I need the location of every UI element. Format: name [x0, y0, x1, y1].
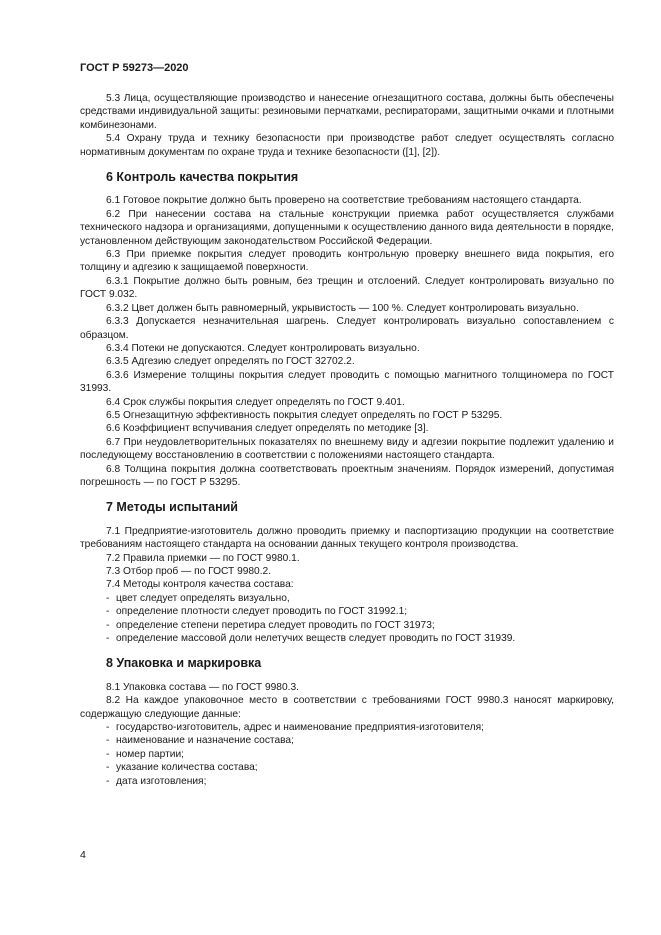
paragraph: 6.3.2 Цвет должен быть равномерный, укрывистость — 100 %. Следует контролировать визуально. — [106, 302, 579, 314]
paragraph: 6.2 При нанесении состава на стальные конструкции приемка работ осуществляется службами технического надзора и организациями, допущенными к осуществлению данного вида деятельности в порядке, установленном действующим законодательством Российской Федерации. — [80, 208, 614, 247]
list-item: - указание количества состава; — [106, 762, 258, 774]
list-item: - номер партии; — [106, 748, 184, 760]
paragraph: 6.3.3 Допускается незначительная шагрень. Следует контролировать визуально сопоставлением с образцом. — [80, 316, 614, 341]
list-item: - цвет следует определять визуально, — [106, 592, 290, 604]
paragraph: 6.3.1 Покрытие должно быть ровным, без трещин и отслоений. Следует контролировать визуально по ГОСТ 9.032. — [80, 275, 614, 301]
page-content — [80, 92, 614, 788]
paragraph: 7.4 Методы контроля качества состава: — [106, 579, 294, 591]
section-8-heading: 8 Упаковка и маркировка — [106, 656, 262, 671]
paragraph: 6.1 Готовое покрытие должно быть проверено на соответствие требованиям настоящего стандарта. — [106, 195, 582, 207]
paragraph: 7.1 Предприятие-изготовитель должно проводить приемку и паспортизацию продукции на соответствие требованиям настоящего стандарта на основании данных текущего контроля производства. — [80, 525, 614, 551]
list-item: - определение плотности следует проводить по ГОСТ 31992.1; — [106, 606, 408, 618]
paragraph: 6.3.4 Потеки не допускаются. Следует контролировать визуально. — [106, 342, 420, 354]
paragraph: 6.5 Огнезащитную эффективность покрытия следует определять по ГОСТ Р 53295. — [106, 409, 503, 421]
paragraph: 6.3 При приемке покрытия следует проводить контрольную проверку внешнего вида покрытия, его толщину и адгезию к защищаемой поверхности. — [80, 249, 614, 274]
paragraph: 8.1 Упаковка состава — по ГОСТ 9980.3. — [106, 681, 299, 693]
list-item: - определение массовой доли нелетучих веществ следует проводить по ГОСТ 31939. — [106, 633, 516, 645]
paragraph: 6.8 Толщина покрытия должна соответствовать проектным значениям. Порядок измерений, допустимая погрешность — по ГОСТ Р 53295. — [80, 463, 614, 488]
list-item: - наименование и назначение состава; — [106, 735, 294, 747]
list-item: - государство-изготовитель, адрес и наименование предприятия-изготовителя; — [106, 722, 484, 734]
paragraph: 8.2 На каждое упаковочное место в соответствии с требованиями ГОСТ 9980.3 наносят маркировку, содержащую следующие данные: — [80, 695, 614, 720]
document-header: ГОСТ Р 59273—2020 — [80, 62, 189, 74]
paragraph: 6.3.6 Измерение толщины покрытия следует проводить с помощью магнитного толщиномера по ГОСТ 31993. — [80, 369, 614, 395]
page-number: 4 — [80, 849, 86, 861]
paragraph-5-3: 5.3 Лица, осуществляющие производство и нанесение огнезащитного состава, должны быть обеспечены средствами индивидуальной защиты: резиновыми перчатками, респираторами, защитными очками и плотными комбинезонами. — [80, 93, 614, 131]
paragraph: 6.4 Срок службы покрытия следует определять по ГОСТ 9.401. — [106, 396, 405, 408]
paragraph: 6.6 Коэффициент вспучивания следует определять по методике [3]. — [106, 423, 429, 435]
section-6-heading: 6 Контроль качества покрытия — [106, 170, 299, 185]
section-7-heading: 7 Методы испытаний — [106, 500, 238, 515]
paragraph: 6.3.5 Адгезию следует определять по ГОСТ 32702.2. — [106, 356, 355, 368]
paragraph: 6.7 При неудовлетворительных показателях по внешнему виду и адгезии покрытие подлежит удалению и последующему восстановлению в соответствии с положениями настоящего стандарта. — [80, 436, 614, 462]
list-item: - определение степени перетира следует проводить по ГОСТ 31973; — [106, 619, 435, 631]
paragraph-5-4: 5.4 Охрану труда и технику безопасности при производстве работ следует осуществлять согласно нормативным документам по охране труда и технике безопасности ([1], [2]). — [80, 133, 614, 158]
paragraph: 7.3 Отбор проб — по ГОСТ 9980.2. — [106, 566, 272, 577]
list-item: - дата изготовления; — [106, 775, 207, 787]
paragraph: 7.2 Правила приемки — по ГОСТ 9980.1. — [106, 552, 300, 564]
